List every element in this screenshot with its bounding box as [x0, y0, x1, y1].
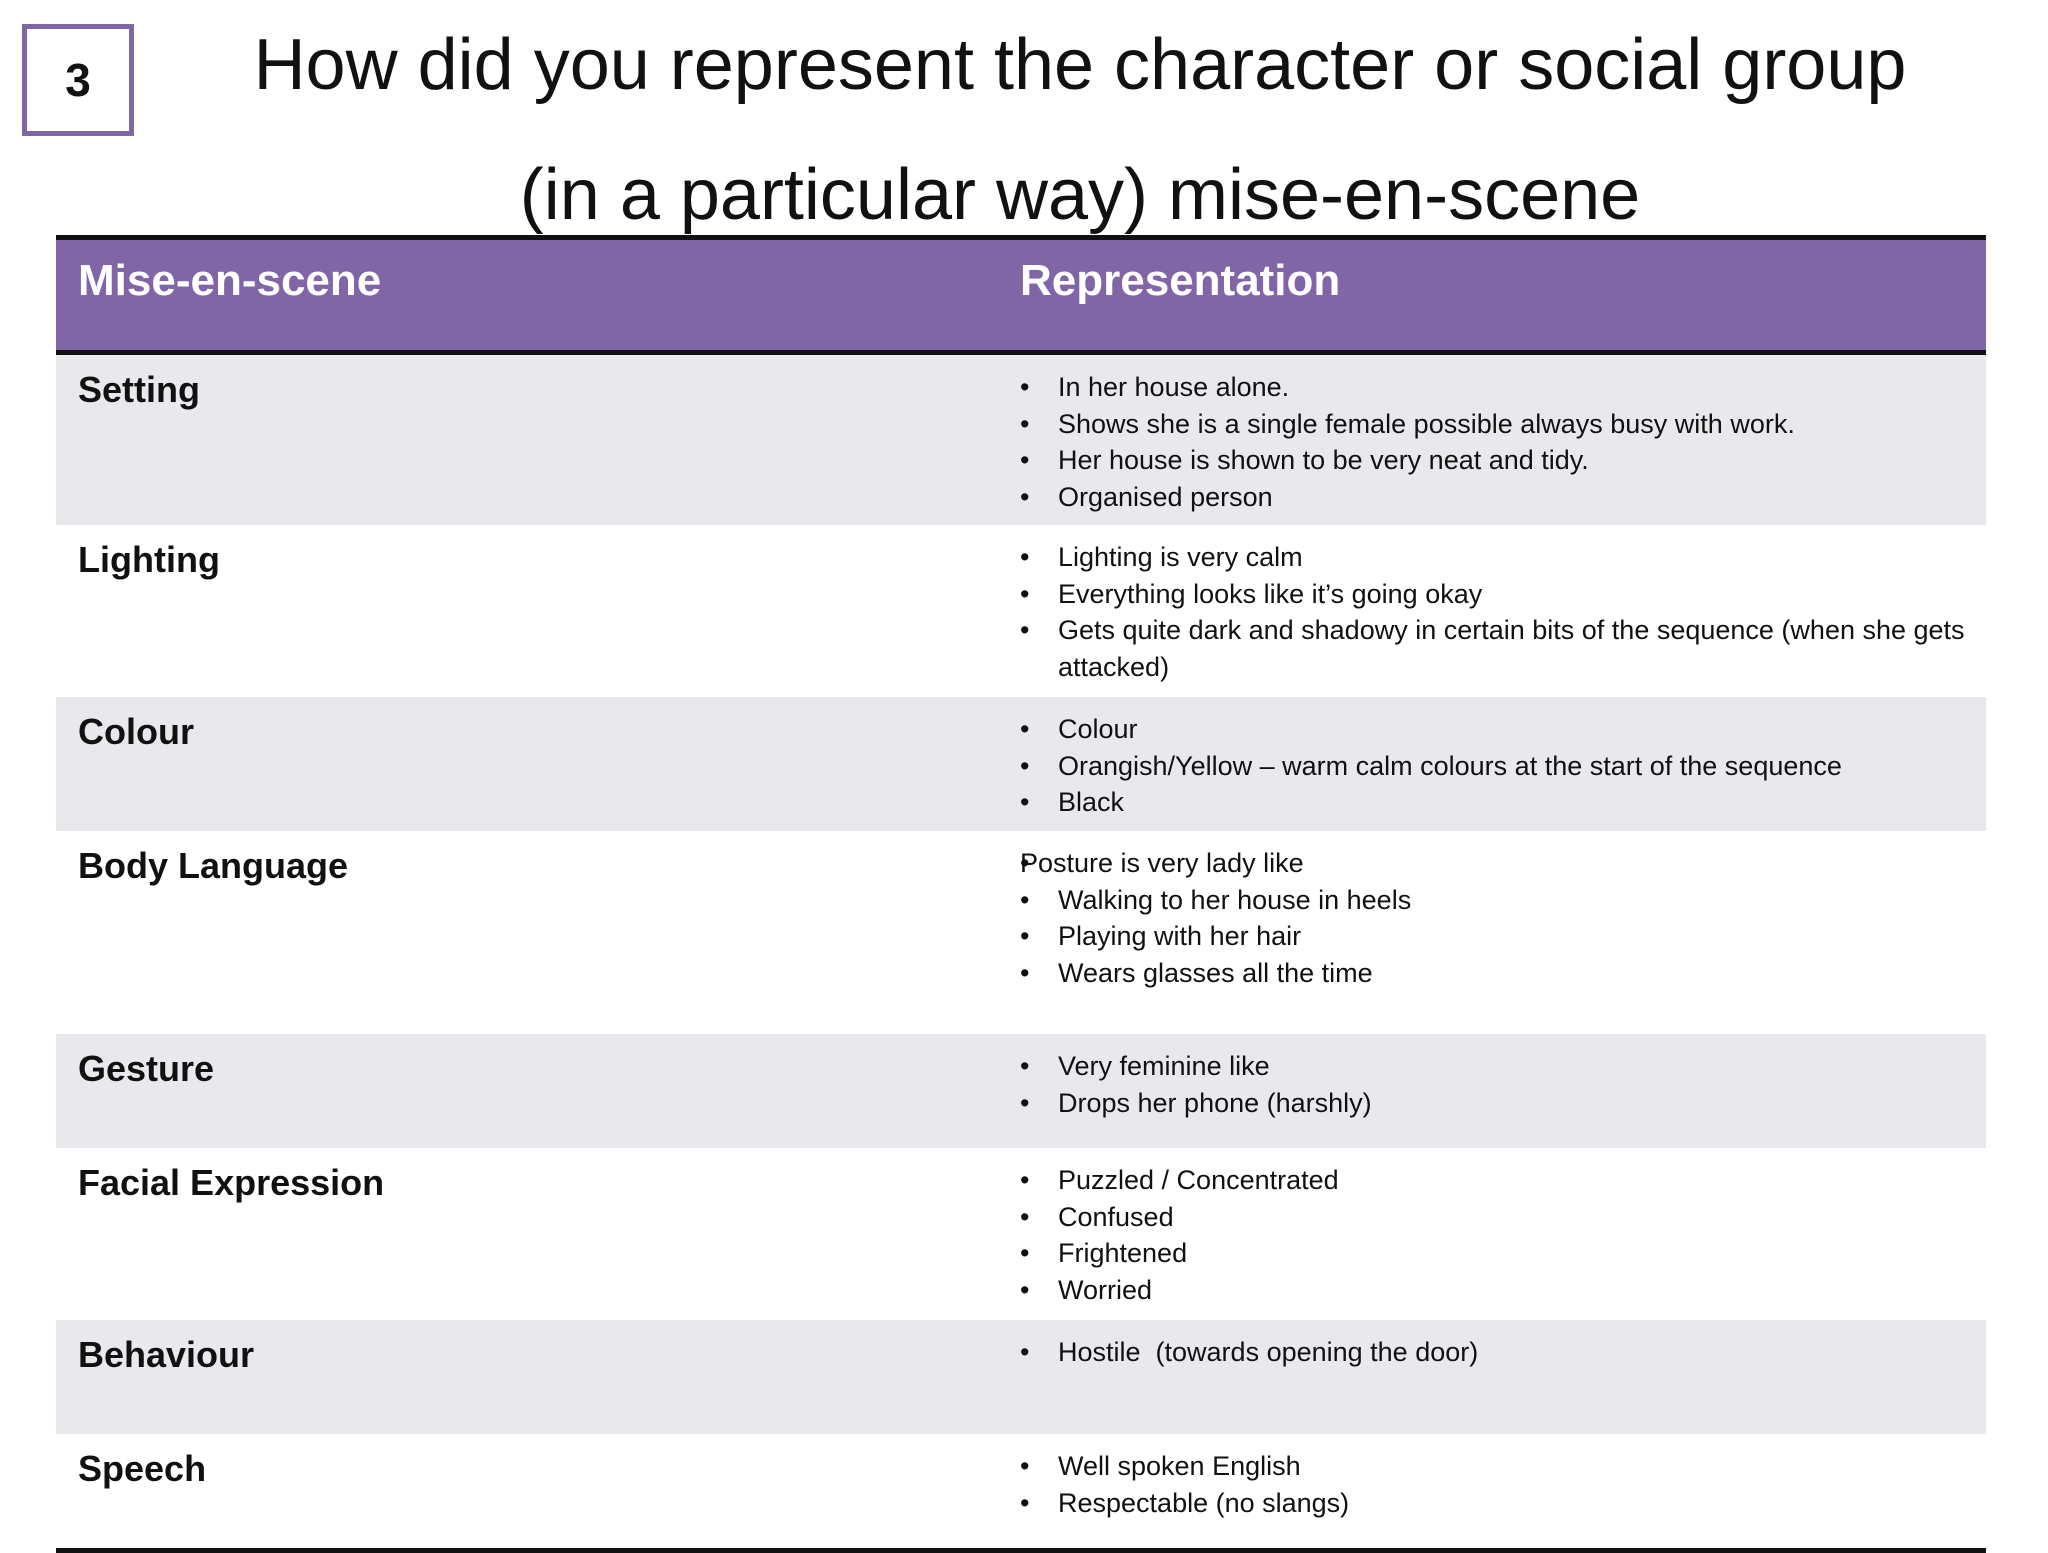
table-row-lighting [56, 525, 1986, 697]
header-mise-en-scene: Mise-en-scene [78, 256, 382, 305]
bullet-item: • Gets quite dark and shadowy in certain bits of the sequence (when she gets attacked) [1020, 612, 1986, 685]
bullet-item: • Puzzled / Concentrated [1020, 1162, 1986, 1199]
bullet-item: • Hostile (towards opening the door) [1020, 1334, 1986, 1371]
row-label: Gesture [78, 1048, 215, 1089]
row-content [1020, 1320, 1986, 1434]
bullet-item: • Worried [1020, 1272, 1986, 1309]
bullet-item: • Lighting is very calm [1020, 539, 1986, 576]
row-content [1020, 525, 1986, 697]
bullet-item: • Colour [1020, 711, 1986, 748]
page-title-line-1: How did you represent the character or social group [253, 25, 1907, 105]
header-representation: Representation [1020, 256, 1341, 305]
row-content [1020, 831, 1986, 1034]
bullet-item: • Her house is shown to be very neat and tidy. [1020, 442, 1986, 479]
bullet-item: • Black [1020, 784, 1986, 821]
mise-en-scene-table [56, 235, 1986, 1553]
bullet-item: • Confused [1020, 1199, 1986, 1236]
table-header [56, 235, 1986, 355]
bullet-item: • Orangish/Yellow – warm calm colours at the start of the sequence [1020, 748, 1986, 785]
table-row-gesture [56, 1034, 1986, 1148]
bullet-item: • Shows she is a single female possible always busy with work. [1020, 406, 1986, 443]
bullet-item: • Everything looks like it’s going okay [1020, 576, 1986, 613]
bullet-item: • Drops her phone (harshly) [1020, 1085, 1986, 1122]
slide-number: 3 [65, 54, 91, 106]
row-label: Facial Expression [78, 1162, 385, 1203]
row-label: Speech [78, 1448, 207, 1489]
slide-number-box [22, 24, 134, 136]
bullet-item: • Well spoken English [1020, 1448, 1986, 1485]
table-row-colour [56, 697, 1986, 831]
bullet-item: • In her house alone. [1020, 369, 1986, 406]
row-content [1020, 1034, 1986, 1148]
page-title-line-2: (in a particular way) mise-en-scene [519, 155, 1641, 235]
intro-text: • Posture is very lady like [1020, 845, 1986, 882]
bullet-item: • Wears glasses all the time [1020, 955, 1986, 992]
bullet-item: • Playing with her hair [1020, 918, 1986, 955]
bullet-item: • Walking to her house in heels [1020, 882, 1986, 919]
table-row-setting [56, 355, 1986, 525]
row-label: Lighting [78, 539, 220, 580]
page-title [150, 0, 2010, 260]
table-row-facial-expression [56, 1148, 1986, 1320]
bullet-item: • Organised person [1020, 479, 1986, 516]
table-row-body-language [56, 831, 1986, 1034]
row-content [1020, 1148, 1986, 1320]
row-content [1020, 1434, 1986, 1548]
bullet-item: • Frightened [1020, 1235, 1986, 1272]
row-label: Setting [78, 369, 200, 410]
row-label: Behaviour [78, 1334, 255, 1375]
table-row-behaviour [56, 1320, 1986, 1434]
row-label: Body Language [78, 845, 349, 886]
table-row-speech [56, 1434, 1986, 1548]
row-content [1020, 355, 1986, 525]
bullet-item: • Respectable (no slangs) [1020, 1485, 1986, 1522]
bullet-item: • Very feminine like [1020, 1048, 1986, 1085]
row-content [1020, 697, 1986, 831]
table-bottom-rule [56, 1548, 1986, 1553]
row-label: Colour [78, 711, 194, 752]
